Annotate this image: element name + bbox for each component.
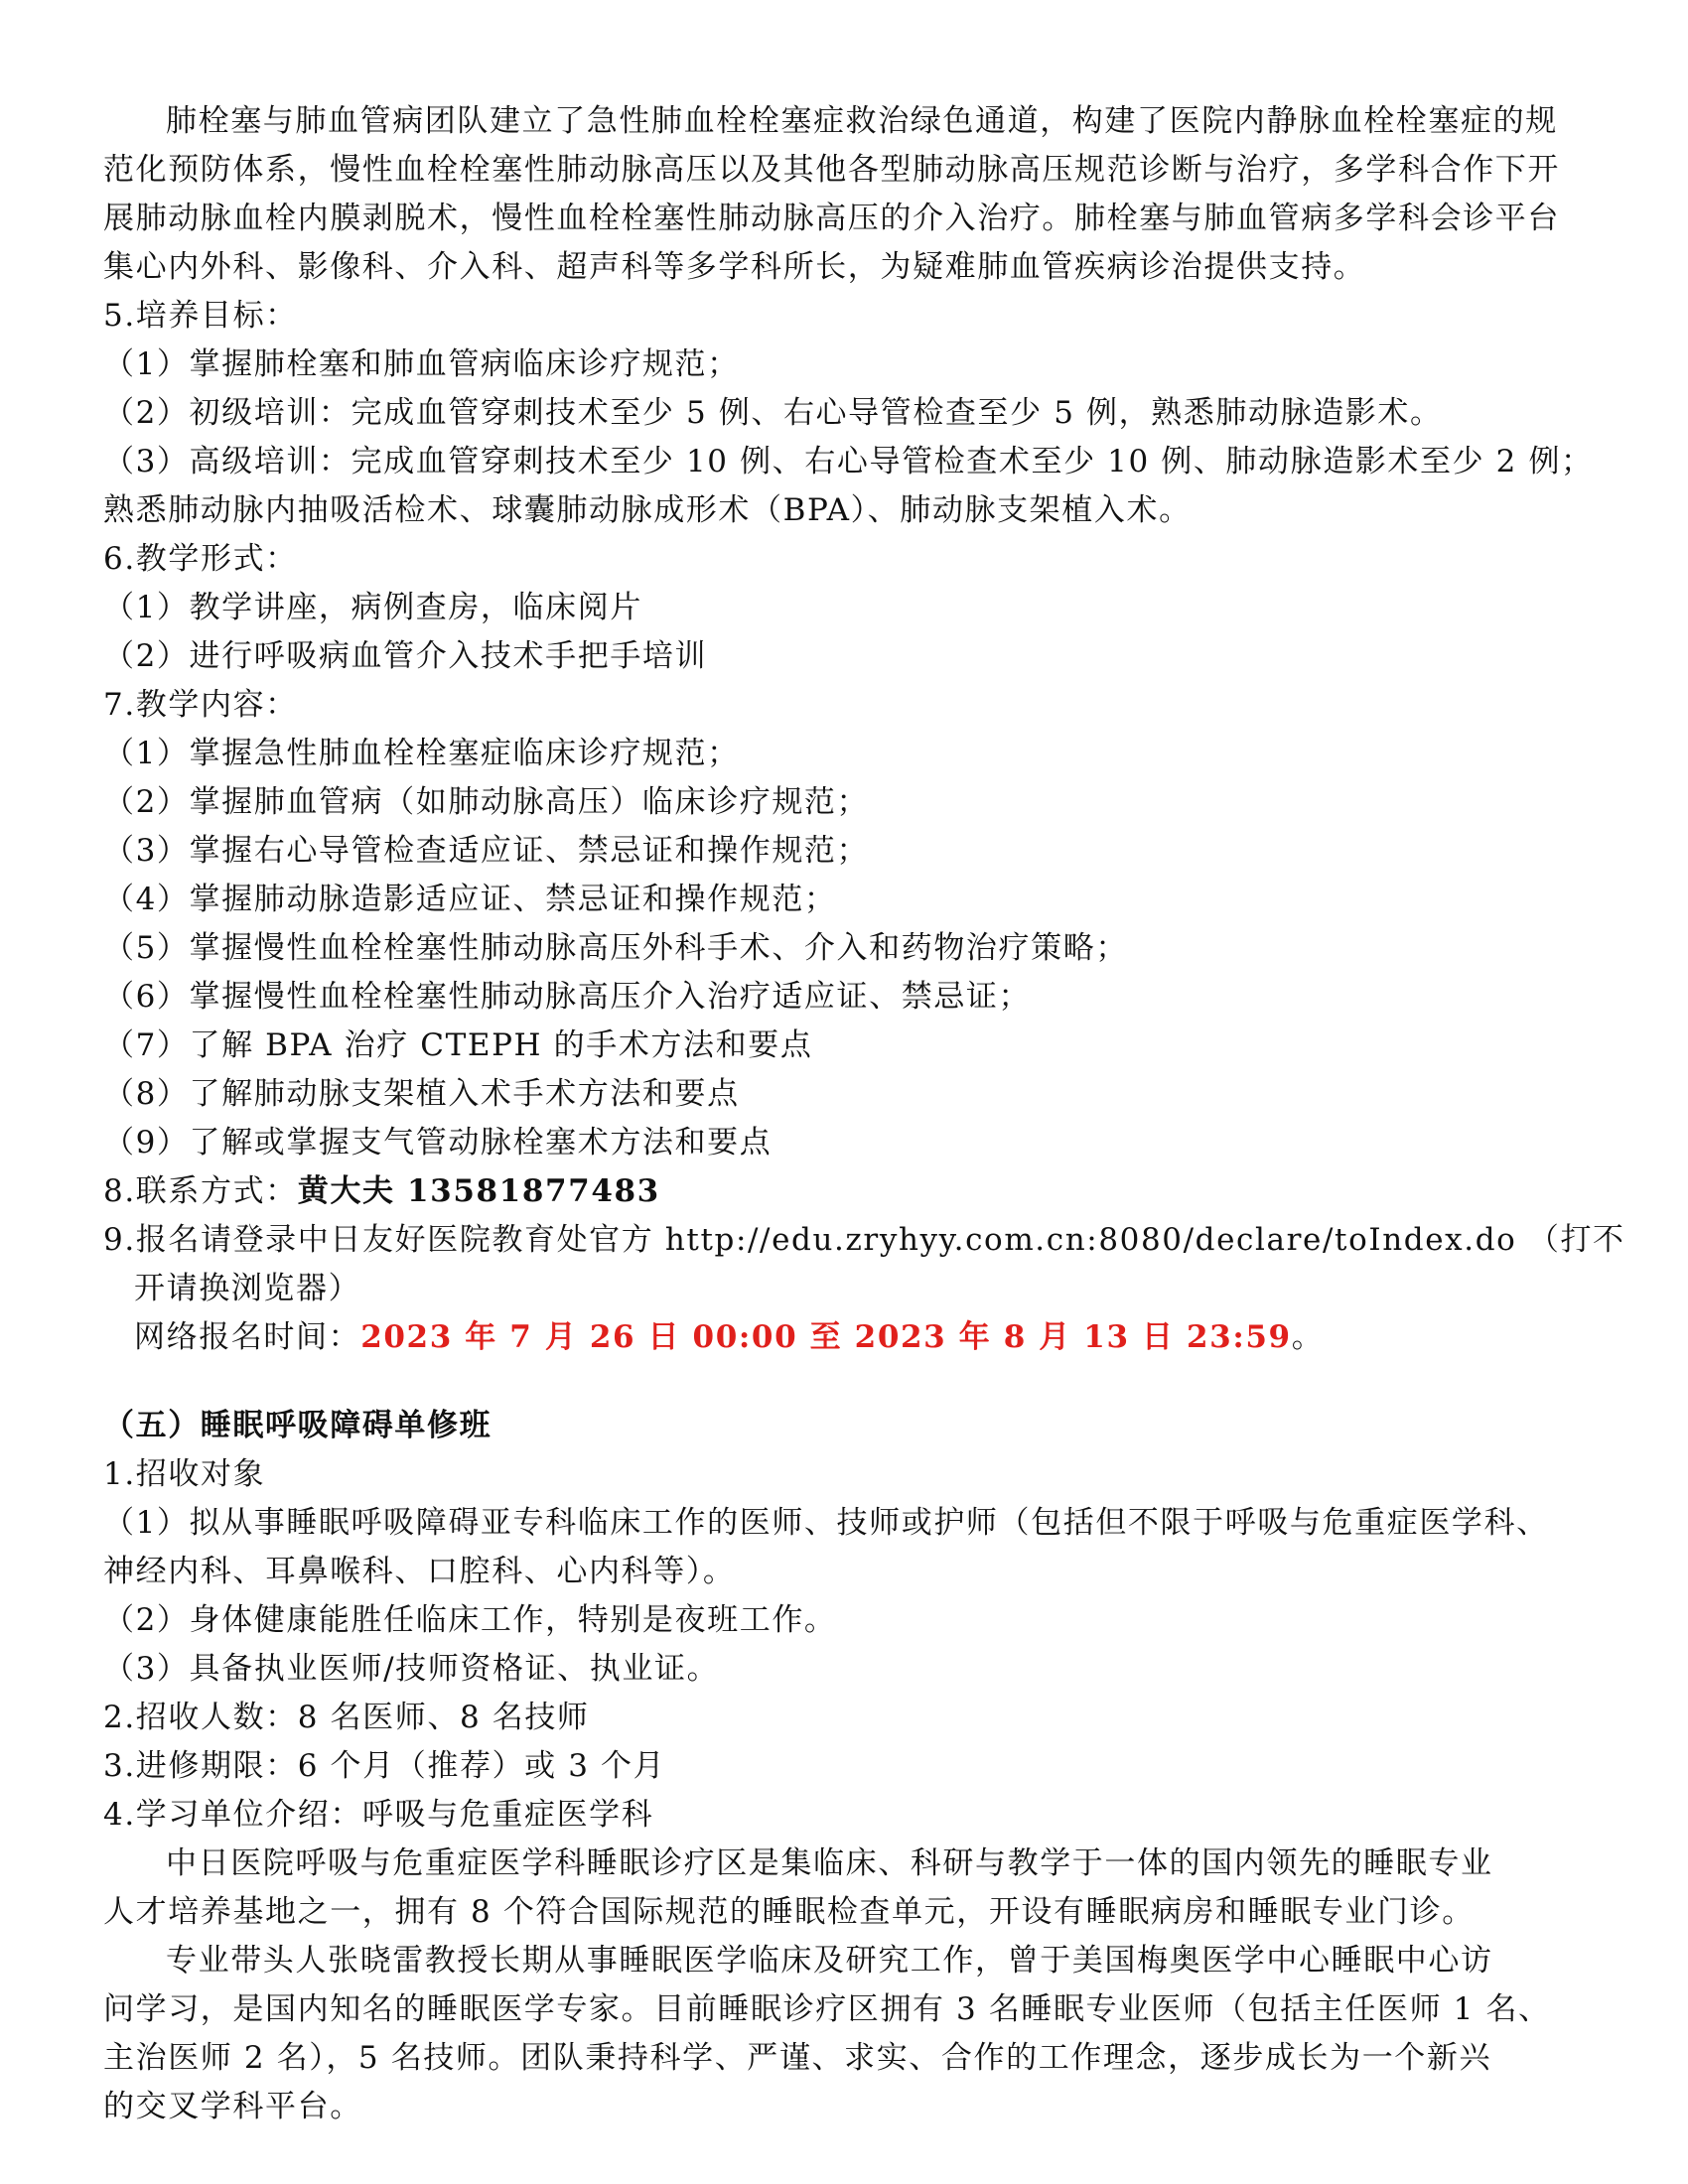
list-item: （1）教学讲座，病例查房，临床阅片: [103, 590, 642, 625]
paragraph-line: 范化预防体系，慢性血栓栓塞性肺动脉高压以及其他各型肺动脉高压规范诊断与治疗，多学科合作下开: [103, 152, 1560, 188]
contact-value: 黄大夫 13581877483: [297, 1173, 660, 1209]
list-item: （2）掌握肺血管病（如肺动脉高压）临床诊疗规范；: [103, 784, 870, 820]
list-item: （4）掌握肺动脉造影适应证、禁忌证和操作规范；: [103, 882, 837, 917]
list-item: （3）具备执业医师/技师资格证、执业证。: [103, 1651, 720, 1687]
registration-time-end: 。: [1291, 1319, 1325, 1355]
list-item-continuation: 神经内科、耳鼻喉科、口腔科、心内科等）。: [103, 1554, 736, 1589]
paragraph-line: 肺栓塞与肺血管病团队建立了急性肺血栓栓塞症救治绿色通道，构建了医院内静脉血栓栓塞症的规: [166, 103, 1558, 139]
list-item: （8）了解肺动脉支架植入术手术方法和要点: [103, 1076, 740, 1112]
list-item: （5）掌握慢性血栓栓塞性肺动脉高压外科手术、介入和药物治疗策略；: [103, 930, 1128, 966]
contact-label: 8.联系方式：: [103, 1173, 298, 1209]
registration-time-value: 2023 年 7 月 26 日 00:00 至 2023 年 8 月 13 日 23:59: [360, 1319, 1292, 1355]
section-gap: [103, 1362, 1613, 1402]
registration-time-label: 网络报名时间：: [134, 1319, 361, 1355]
paragraph-line: 展肺动脉血栓内膜剥脱术，慢性血栓栓塞性肺动脉高压的介入治疗。肺栓塞与肺血管病多学科会诊平台: [103, 201, 1560, 236]
section-title-duration: 3.进修期限：6 个月（推荐）或 3 个月: [103, 1748, 666, 1784]
paragraph-line: 人才培养基地之一，拥有 8 个符合国际规范的睡眠检查单元，开设有睡眠病房和睡眠专业门诊。: [103, 1894, 1475, 1930]
paragraph-line: 集心内外科、影像科、介入科、超声科等多学科所长，为疑难肺血管疾病诊治提供支持。: [103, 249, 1366, 285]
section-title-training-goals: 5.培养目标：: [103, 298, 298, 334]
paragraph-line: 主治医师 2 名），5 名技师。团队秉持科学、严谨、求实、合作的工作理念，逐步成长为一个新兴: [103, 2040, 1492, 2076]
section-title-unit-intro: 4.学习单位介绍：呼吸与危重症医学科: [103, 1797, 654, 1833]
list-item: （3）高级培训：完成血管穿刺技术至少 10 例、右心导管检查术至少 10 例、肺动脉造影术至少 2 例；: [103, 444, 1594, 479]
contact-line: [103, 1167, 1613, 1216]
registration-line-continuation: 开请换浏览器）: [134, 1271, 361, 1306]
list-item: （2）身体健康能胜任临床工作，特别是夜班工作。: [103, 1602, 837, 1638]
registration-line: 9.报名请登录中日友好医院教育处官方 http://edu.zryhyy.com.cn:8080/declare/toIndex.do （打不: [103, 1222, 1625, 1258]
list-item: （3）掌握右心导管检查适应证、禁忌证和操作规范；: [103, 833, 870, 869]
paragraph-line: 专业带头人张晓雷教授长期从事睡眠医学临床及研究工作，曾于美国梅奥医学中心睡眠中心访: [166, 1943, 1493, 1979]
section-heading-sleep-class: （五）睡眠呼吸障碍单修班: [103, 1408, 492, 1443]
section-title-teaching-content: 7.教学内容：: [103, 687, 298, 723]
list-item: （1）拟从事睡眠呼吸障碍亚专科临床工作的医师、技师或护师（包括但不限于呼吸与危重症医学科、: [103, 1505, 1549, 1541]
document-page: [103, 97, 1625, 2131]
list-item: （7）了解 BPA 治疗 CTEPH 的手术方法和要点: [103, 1027, 813, 1063]
paragraph-line: 问学习，是国内知名的睡眠医学专家。目前睡眠诊疗区拥有 3 名睡眠专业医师（包括主任医师 1 名、: [103, 1991, 1551, 2027]
list-item: （2）初级培训：完成血管穿刺技术至少 5 例、右心导管检查至少 5 例，熟悉肺动脉造影术。: [103, 395, 1443, 431]
list-item: （9）了解或掌握支气管动脉栓塞术方法和要点: [103, 1125, 773, 1160]
section-title-enrollment: 1.招收对象: [103, 1456, 266, 1492]
list-item: （1）掌握肺栓塞和肺血管病临床诊疗规范；: [103, 346, 740, 382]
list-item: （2）进行呼吸病血管介入技术手把手培训: [103, 638, 708, 674]
list-item: （1）掌握急性肺血栓栓塞症临床诊疗规范；: [103, 736, 740, 771]
registration-time-line: [103, 1313, 1613, 1362]
section-title-enrollment-count: 2.招收人数：8 名医师、8 名技师: [103, 1700, 590, 1735]
paragraph-line: 的交叉学科平台。: [103, 2089, 362, 2124]
list-item-continuation: 熟悉肺动脉内抽吸活检术、球囊肺动脉成形术（BPA）、肺动脉支架植入术。: [103, 492, 1192, 528]
section-title-teaching-format: 6.教学形式：: [103, 541, 298, 577]
list-item: （6）掌握慢性血栓栓塞性肺动脉高压介入治疗适应证、禁忌证；: [103, 979, 1032, 1015]
paragraph-line: 中日医院呼吸与危重症医学科睡眠诊疗区是集临床、科研与教学于一体的国内领先的睡眠专业: [166, 1845, 1493, 1881]
